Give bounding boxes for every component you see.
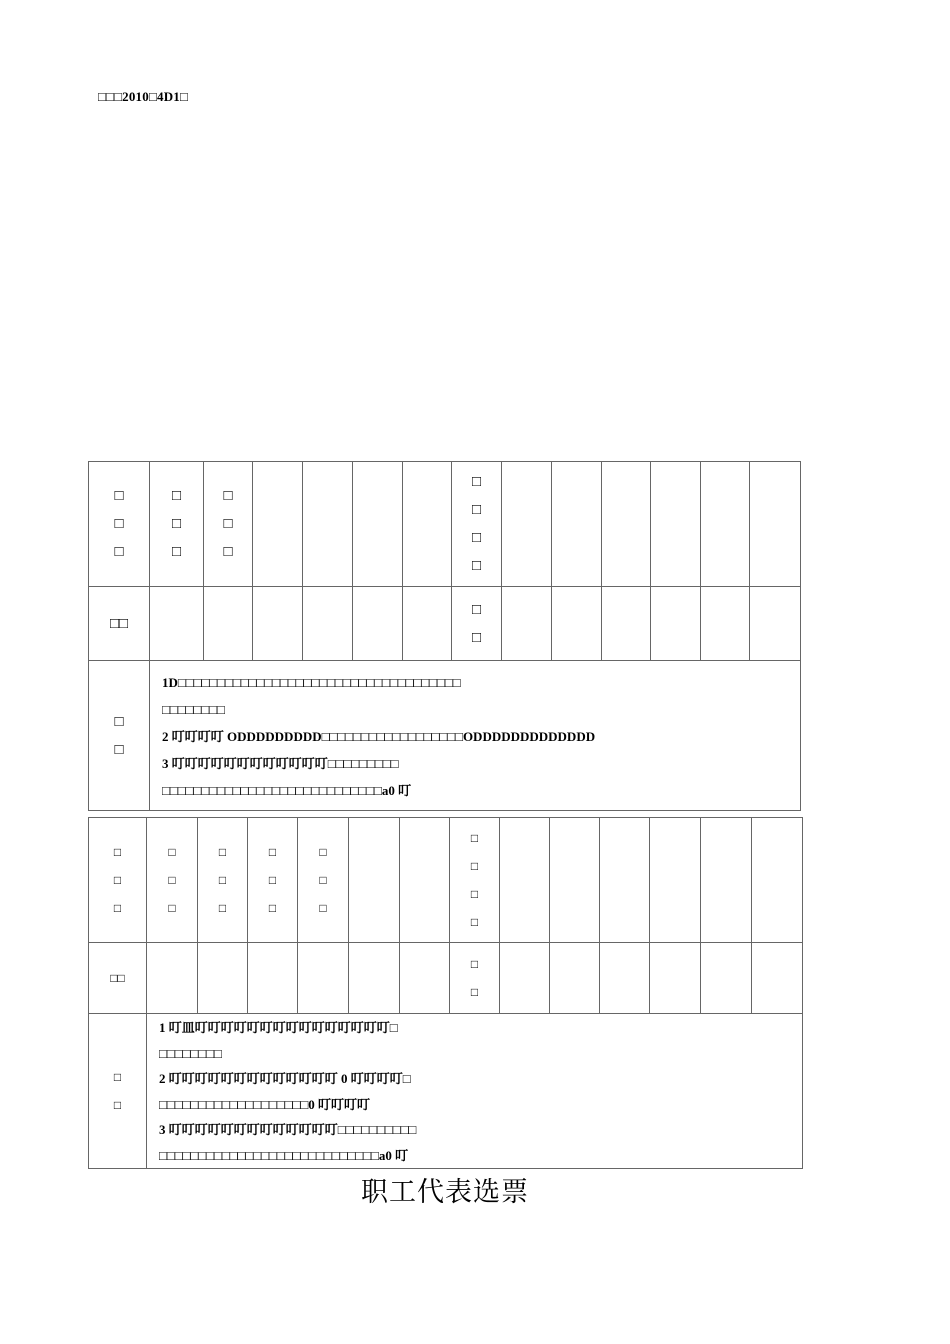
header-cell: □ □ □	[204, 462, 253, 587]
vote-cell[interactable]	[248, 943, 298, 1014]
candidate-name-cell[interactable]	[750, 462, 801, 587]
vote-cell[interactable]	[750, 587, 801, 661]
header-cell: □ □ □	[150, 462, 204, 587]
candidate-name-cell[interactable]	[253, 462, 303, 587]
candidate-row	[89, 818, 803, 943]
header-cell: □ □	[450, 943, 500, 1014]
note-line: 3 叮叮叮叮叮叮叮叮叮叮叮叮□□□□□□□□□	[162, 756, 399, 771]
header-cell: □ □ □	[89, 462, 150, 587]
candidate-name-cell[interactable]	[500, 818, 550, 943]
vote-cell[interactable]	[500, 943, 550, 1014]
header-cell: □ □ □	[89, 818, 147, 943]
vote-cell[interactable]	[701, 943, 752, 1014]
vote-cell[interactable]	[150, 587, 204, 661]
header-cell: □ □ □	[147, 818, 198, 943]
vote-cell[interactable]	[502, 587, 552, 661]
candidate-name-cell[interactable]	[550, 818, 600, 943]
header-cell: □ □ □	[198, 818, 248, 943]
vote-cell[interactable]	[550, 943, 600, 1014]
vote-cell[interactable]	[349, 943, 400, 1014]
candidate-name-cell[interactable]	[552, 462, 602, 587]
ballot-table-2	[88, 817, 803, 1169]
ballot-title: 职工代表选票	[361, 1177, 529, 1208]
candidate-name-cell[interactable]	[701, 462, 750, 587]
header-cell: □ □ □ □	[450, 818, 500, 943]
notes-cell	[150, 661, 801, 811]
candidate-name-cell[interactable]	[650, 818, 701, 943]
header-cell: □ □	[452, 587, 502, 661]
date-line: □□□2010□4D1□	[98, 89, 189, 104]
note-line: 3 叮叮叮叮叮叮叮叮叮叮叮叮叮□□□□□□□□□□	[159, 1122, 417, 1137]
vote-cell[interactable]	[303, 587, 353, 661]
note-line: 1 叮皿叮叮叮叮叮叮叮叮叮叮叮叮叮叮叮□	[159, 1020, 398, 1035]
candidate-name-cell[interactable]	[403, 462, 452, 587]
note-line: □□□□□□□□□□□□□□□□□□□□□□□□□□□□a0 叮	[162, 783, 412, 798]
candidate-row	[89, 462, 801, 587]
candidate-name-cell[interactable]	[400, 818, 450, 943]
candidate-name-cell[interactable]	[502, 462, 552, 587]
candidate-name-cell[interactable]	[752, 818, 803, 943]
vote-cell[interactable]	[602, 587, 651, 661]
note-line: 1D□□□□□□□□□□□□□□□□□□□□□□□□□□□□□□□□□□□□	[162, 675, 461, 690]
vote-cell[interactable]	[198, 943, 248, 1014]
row-label-cell: □□	[89, 587, 150, 661]
vote-cell[interactable]	[298, 943, 349, 1014]
notes-row	[89, 661, 801, 811]
candidate-name-cell[interactable]	[303, 462, 353, 587]
vote-row	[89, 587, 801, 661]
vote-cell[interactable]	[353, 587, 403, 661]
notes-row	[89, 1014, 803, 1169]
note-line: □□□□□□□□	[162, 702, 225, 717]
row-label-cell: □□	[89, 943, 147, 1014]
candidate-name-cell[interactable]	[602, 462, 651, 587]
notes-label-cell: □ □	[89, 1014, 147, 1169]
header-cell: □ □ □	[298, 818, 349, 943]
vote-cell[interactable]	[403, 587, 452, 661]
vote-cell[interactable]	[204, 587, 253, 661]
candidate-name-cell[interactable]	[600, 818, 650, 943]
vote-cell[interactable]	[400, 943, 450, 1014]
vote-cell[interactable]	[701, 587, 750, 661]
candidate-name-cell[interactable]	[651, 462, 701, 587]
note-line: □□□□□□□□□□□□□□□□□□□0 叮叮叮叮	[159, 1096, 370, 1112]
note-line: □□□□□□□□	[159, 1045, 222, 1061]
note-line: 2 叮叮叮叮 ODDDDDDDDD□□□□□□□□□□□□□□□□□□ODDDDDDDDDDDDD	[162, 729, 596, 744]
candidate-name-cell[interactable]	[701, 818, 752, 943]
vote-cell[interactable]	[650, 943, 701, 1014]
vote-cell[interactable]	[253, 587, 303, 661]
vote-row	[89, 943, 803, 1014]
notes-label-cell: □ □	[89, 661, 150, 811]
vote-cell[interactable]	[651, 587, 701, 661]
header-cell: □ □ □ □	[452, 462, 502, 587]
vote-cell[interactable]	[600, 943, 650, 1014]
ballot-table-1	[88, 461, 801, 811]
vote-cell[interactable]	[752, 943, 803, 1014]
notes-cell	[147, 1014, 803, 1169]
vote-cell[interactable]	[147, 943, 198, 1014]
header-cell: □ □ □	[248, 818, 298, 943]
vote-cell[interactable]	[552, 587, 602, 661]
note-line: 2 叮叮叮叮叮叮叮叮叮叮叮叮叮 0 叮叮叮叮□	[159, 1071, 411, 1086]
note-line: □□□□□□□□□□□□□□□□□□□□□□□□□□□□a0 叮	[159, 1147, 409, 1163]
candidate-name-cell[interactable]	[349, 818, 400, 943]
candidate-name-cell[interactable]	[353, 462, 403, 587]
